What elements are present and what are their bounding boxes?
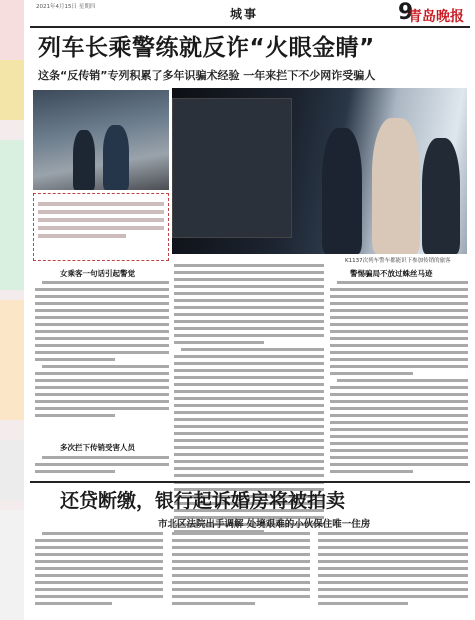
text-line [174,292,324,295]
text-line [318,602,408,605]
text-line [35,588,163,591]
second-headline: 还贷断缴，银行起诉婚房将被拍卖 [60,490,346,512]
issue-date: 2021年4月15日 星期四 [36,4,96,10]
text-line [35,602,112,605]
quote-line [38,226,164,230]
photo-figure [372,118,420,254]
text-line [318,567,468,570]
text-line [35,470,115,473]
text-line [35,372,169,375]
photo-figure [422,138,460,254]
photo-train-interior [33,90,169,190]
text-line [337,281,468,284]
text-line [35,386,169,389]
quote-line [38,218,164,222]
text-line [330,400,468,403]
text-line [35,553,163,556]
main-headline: 列车长乘警练就反诈“火眼金睛” [38,35,375,61]
text-line [35,351,169,354]
second-column-3 [318,532,468,609]
text-line [318,532,468,535]
second-column-1 [35,532,163,609]
text-line [42,365,169,368]
text-line [174,341,264,344]
text-line [330,421,468,424]
text-line [318,595,468,598]
text-line [42,532,163,535]
masthead [30,0,470,28]
text-line [172,574,310,577]
text-line [318,574,468,577]
text-line [35,330,169,333]
quote-line [38,234,126,238]
article-column-1b [35,456,169,477]
text-line [330,393,468,396]
text-line [35,323,169,326]
text-line [174,425,324,428]
text-line [318,539,468,542]
main-subheadline: 这条“反传销”专列积累了多年识骗术经验 一年来拦下不少网诈受骗人 [38,69,376,82]
second-column-2 [172,532,310,609]
article-column-1 [35,281,169,421]
text-line [35,344,169,347]
text-line [330,330,468,333]
pull-quote-box [33,193,169,261]
photo-caption: K1137次列车警车都能识下参加传销的旅客 [345,258,451,264]
text-line [330,386,468,389]
text-line [174,446,324,449]
text-line [174,320,324,323]
subhead-vigilance: 警惕骗局不放过蛛丝马迹 [350,269,433,278]
text-line [330,456,468,459]
text-line [330,435,468,438]
masthead-meta [36,3,95,11]
text-line [35,337,169,340]
page-number: 9 [398,0,414,25]
strip-band [0,140,24,290]
strip-band [0,0,24,60]
text-line [174,474,324,477]
text-line [330,407,468,410]
text-line [35,581,163,584]
text-line [174,383,324,386]
text-line [330,442,468,445]
article-column-3 [330,281,468,477]
strip-band [0,440,24,500]
text-line [35,302,169,305]
text-line [330,449,468,452]
subhead-pyramid-victims: 多次拦下传销受害人员 [60,443,135,452]
text-line [174,432,324,435]
adjacent-page-strip [0,0,24,620]
text-line [174,467,324,470]
text-line [35,414,115,417]
photo-platform [172,88,467,254]
text-line [330,288,468,291]
text-line [337,379,468,382]
text-line [174,299,324,302]
strip-band [0,60,24,120]
text-line [174,362,324,365]
text-line [174,278,324,281]
section-rule [30,481,470,483]
text-line [174,404,324,407]
text-line [330,337,468,340]
text-line [35,567,163,570]
text-line [172,595,310,598]
strip-band [0,300,24,420]
text-line [330,344,468,347]
text-line [318,546,468,549]
quote-line [38,210,164,214]
text-line [174,306,324,309]
text-line [42,281,169,284]
text-line [330,358,468,361]
text-line [174,313,324,316]
text-line [35,407,169,410]
text-line [35,400,169,403]
strip-band [0,510,24,620]
text-line [174,453,324,456]
text-line [174,271,324,274]
text-line [318,581,468,584]
text-line [42,456,169,459]
text-line [330,463,468,466]
text-line [318,588,468,591]
text-line [172,560,310,563]
text-line [174,334,324,337]
text-line [330,309,468,312]
text-line [172,546,310,549]
text-line [172,588,310,591]
text-line [174,285,324,288]
subhead-female-passenger: 女乘客一句话引起警觉 [60,269,135,278]
paper-logo: 青岛晚报 [408,9,464,25]
text-line [35,288,169,291]
second-subheadline: 市北区法院出手调解 处境艰难的小伙保住唯一住房 [158,519,371,530]
text-line [330,428,468,431]
text-line [35,560,163,563]
text-line [35,309,169,312]
text-line [35,595,163,598]
text-line [172,602,255,605]
text-line [174,397,324,400]
text-line [318,553,468,556]
text-line [174,327,324,330]
text-line [174,439,324,442]
photo-figure [103,125,129,190]
text-line [35,539,163,542]
photo-train [172,98,292,238]
text-line [174,376,324,379]
text-line [172,567,310,570]
text-line [318,560,468,563]
text-line [35,574,163,577]
text-line [330,372,413,375]
text-line [172,539,310,542]
text-line [174,411,324,414]
text-line [174,418,324,421]
text-line [35,358,115,361]
text-line [172,581,310,584]
text-line [35,546,163,549]
text-line [330,323,468,326]
photo-figure [322,128,362,254]
text-line [172,553,310,556]
text-line [330,351,468,354]
section-name: 城事 [230,7,259,21]
text-line [174,460,324,463]
text-line [174,390,324,393]
text-line [174,264,324,267]
text-line [181,348,324,351]
text-line [172,532,310,535]
text-line [174,369,324,372]
text-line [35,295,169,298]
text-line [35,463,169,466]
text-line [330,302,468,305]
text-line [174,355,324,358]
text-line [330,470,413,473]
text-line [330,295,468,298]
text-line [330,316,468,319]
quote-line [38,202,164,206]
photo-figure [73,130,95,190]
text-line [35,316,169,319]
text-line [35,379,169,382]
text-line [330,414,468,417]
text-line [330,365,468,368]
text-line [35,393,169,396]
